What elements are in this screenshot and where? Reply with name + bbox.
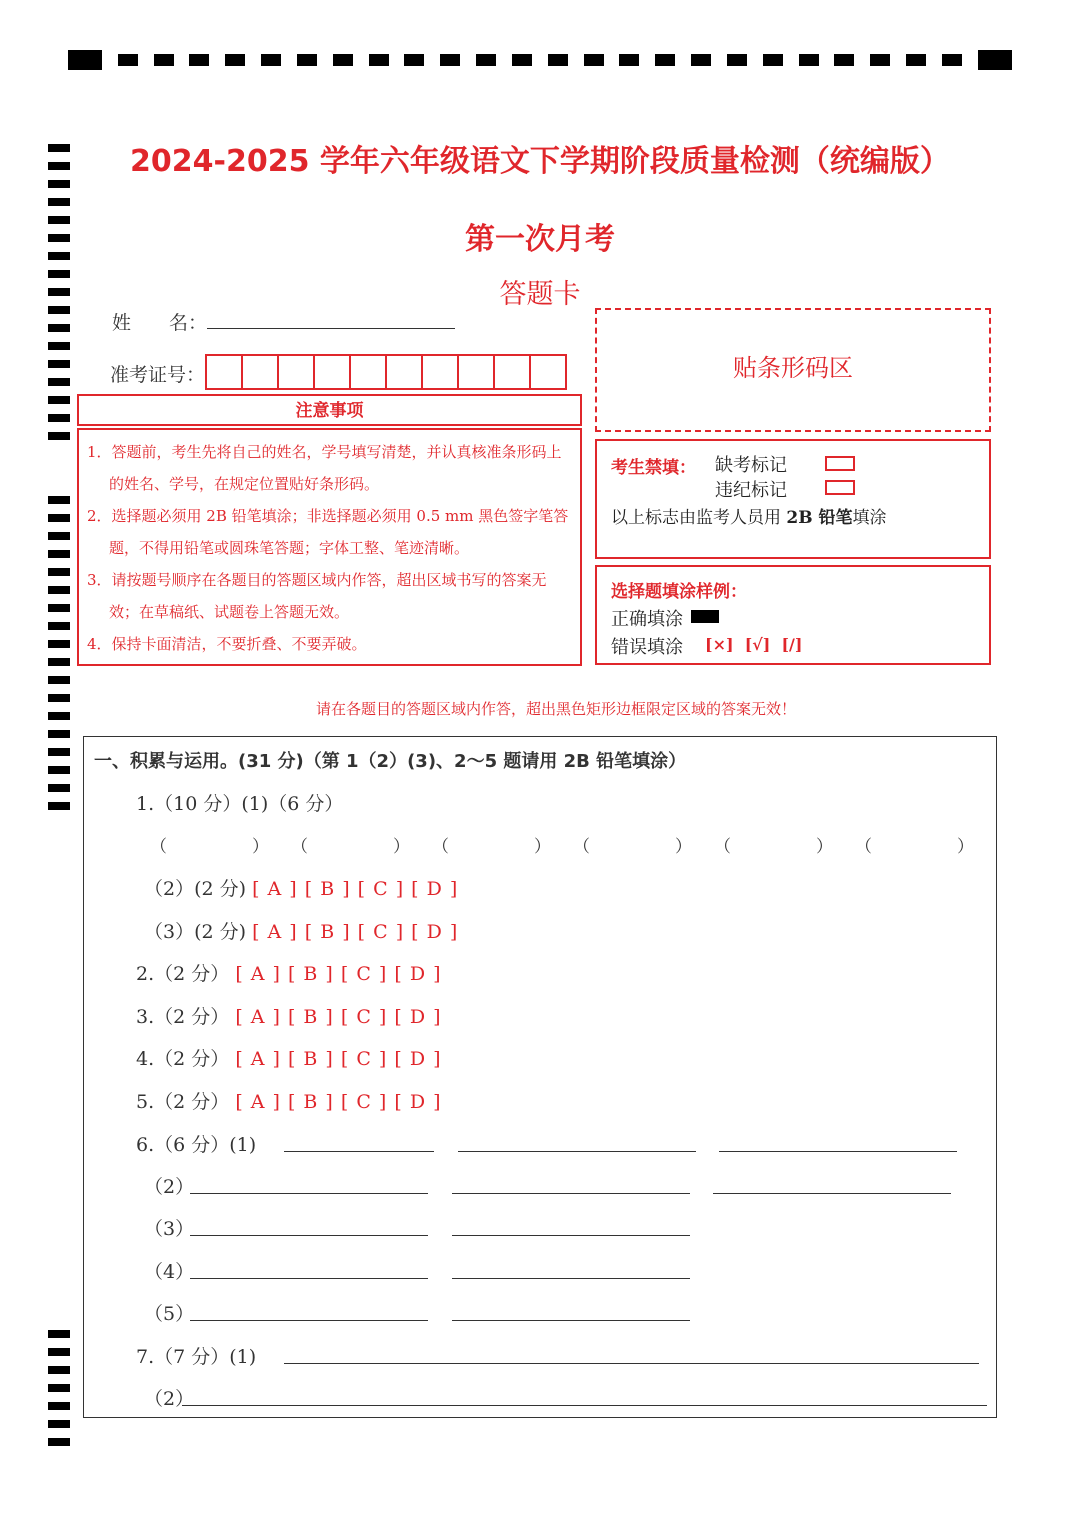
q6-3-blank[interactable]	[190, 1235, 428, 1236]
name-field[interactable]	[207, 328, 455, 329]
answer-area	[83, 736, 997, 1418]
barcode-area: 贴条形码区	[595, 308, 991, 432]
q6-1-blank[interactable]	[719, 1151, 957, 1152]
answer-card-label: 答题卡	[499, 279, 581, 310]
q6-2-label: （2）	[144, 1176, 195, 1198]
name-label: 姓 名：	[112, 312, 208, 334]
q5-options[interactable]: [ A ] [ B ] [ C ] [ D ]	[235, 1091, 442, 1113]
q1-1-paren[interactable]: （ ）	[291, 837, 410, 857]
exam-subtitle: 第一次月考	[465, 222, 615, 257]
q1-label: 1.（10 分）(1)（6 分）	[136, 793, 344, 815]
q7-1-blank[interactable]	[284, 1363, 979, 1364]
q7-label: 7.（7 分）(1)	[136, 1346, 257, 1368]
violation-mark-label: 违纪标记	[715, 480, 787, 501]
q2-label: 2.（2 分）	[136, 963, 230, 985]
q1-3-label	[144, 917, 458, 944]
correct-fill-label: 正确填涂	[611, 609, 683, 630]
forbid-note-suffix: 填涂	[852, 508, 887, 528]
left-timing-marks-middle	[48, 496, 70, 820]
forbid-note-prefix: 以上标志由监考人员用	[611, 508, 787, 528]
q3-label: 3.（2 分）	[136, 1006, 230, 1028]
q6-2-blank[interactable]	[713, 1193, 951, 1194]
forbid-title: 考生禁填：	[611, 458, 696, 478]
left-timing-marks-bottom	[48, 1330, 70, 1456]
exam-id-label: 准考证号：	[110, 364, 206, 386]
notice-title: 注意事项	[77, 394, 582, 426]
absent-mark-box[interactable]	[825, 456, 855, 471]
notice-item: 1．答题前，考生先将自己的姓名，学号填写清楚，并认真核准条形码上的姓名、学号，在规定位置贴好条形码。	[87, 443, 562, 493]
wrong-fill-label: 错误填涂	[611, 637, 683, 658]
q4-label: 4.（2 分）	[136, 1048, 230, 1070]
exam-id-boxes[interactable]	[205, 354, 567, 390]
q1-3-options[interactable]: [ A ] [ B ] [ C ] [ D ]	[252, 921, 459, 943]
q1-2-options[interactable]: [ A ] [ B ] [ C ] [ D ]	[252, 878, 459, 900]
q6-5-blank[interactable]	[452, 1320, 690, 1321]
q7-2-label: （2）	[144, 1388, 195, 1410]
notice-item: 4．保持卡面清洁，不要折叠、不要弄破。	[87, 635, 367, 653]
q1-1-paren[interactable]: （ ）	[714, 837, 833, 857]
q6-3-label: （3）	[144, 1218, 195, 1240]
q5-row	[136, 1087, 442, 1114]
q1-1-paren[interactable]: （ ）	[150, 837, 269, 857]
q6-4-blank[interactable]	[452, 1278, 690, 1279]
fill-sample-box	[595, 565, 991, 665]
forbid-note	[611, 503, 887, 528]
q7-2-blank[interactable]	[182, 1405, 987, 1406]
violation-mark-box[interactable]	[825, 480, 855, 495]
q2-options[interactable]: [ A ] [ B ] [ C ] [ D ]	[235, 963, 442, 985]
q2-row	[136, 959, 442, 986]
q4-options[interactable]: [ A ] [ B ] [ C ] [ D ]	[235, 1048, 442, 1070]
q3-row	[136, 1002, 442, 1029]
absent-mark-label: 缺考标记	[715, 455, 787, 476]
q5-label: 5.（2 分）	[136, 1091, 230, 1113]
q3-options[interactable]: [ A ] [ B ] [ C ] [ D ]	[235, 1006, 442, 1028]
q4-row	[136, 1044, 442, 1071]
section1-heading: 一、积累与运用。(31 分)（第 1（2）(3)、2～5 题请用 2B 铅笔填涂）	[94, 751, 687, 772]
sample-title: 选择题填涂样例：	[611, 582, 747, 602]
exam-title: 2024-2025 学年六年级语文下学期阶段质量检测（统编版）	[130, 144, 950, 179]
q1-3-text: （3）(2 分)	[144, 921, 247, 943]
q6-3-blank[interactable]	[452, 1235, 690, 1236]
q6-1-blank[interactable]	[458, 1151, 696, 1152]
q6-5-label: （5）	[144, 1303, 195, 1325]
wrong-fill-samples: [×] [√] [/]	[705, 635, 803, 654]
q6-2-blank[interactable]	[190, 1193, 428, 1194]
q6-4-blank[interactable]	[190, 1278, 428, 1279]
forbid-note-bold: 2B 铅笔	[786, 508, 853, 528]
notice-item: 2．选择题必须用 2B 铅笔填涂；非选择题必须用 0.5 mm 黑色签字笔答题，不得用铅笔或圆珠笔答题；字体工整、笔迹清晰。	[87, 507, 569, 557]
forbid-box	[595, 439, 991, 559]
q1-2-label	[144, 874, 458, 901]
q1-2-text: （2）(2 分)	[144, 878, 247, 900]
q1-1-paren[interactable]: （ ）	[855, 837, 974, 857]
q1-1-paren[interactable]: （ ）	[573, 837, 692, 857]
answer-area-warning: 请在各题目的答题区域内作答，超出黑色矩形边框限定区域的答案无效！	[315, 700, 796, 718]
correct-fill-sample	[691, 610, 719, 623]
q6-label: 6.（6 分）(1)	[136, 1134, 257, 1156]
q6-5-blank[interactable]	[190, 1320, 428, 1321]
top-timing-marks	[68, 50, 1012, 70]
q1-1-paren[interactable]: （ ）	[432, 837, 551, 857]
notice-body	[77, 428, 582, 666]
q6-2-blank[interactable]	[452, 1193, 690, 1194]
notice-item: 3．请按题号顺序在各题目的答题区域内作答，超出区域书写的答案无效；在草稿纸、试题卷上答题无效。	[87, 571, 547, 621]
q6-4-label: （4）	[144, 1261, 195, 1283]
q6-1-blank[interactable]	[284, 1151, 434, 1152]
